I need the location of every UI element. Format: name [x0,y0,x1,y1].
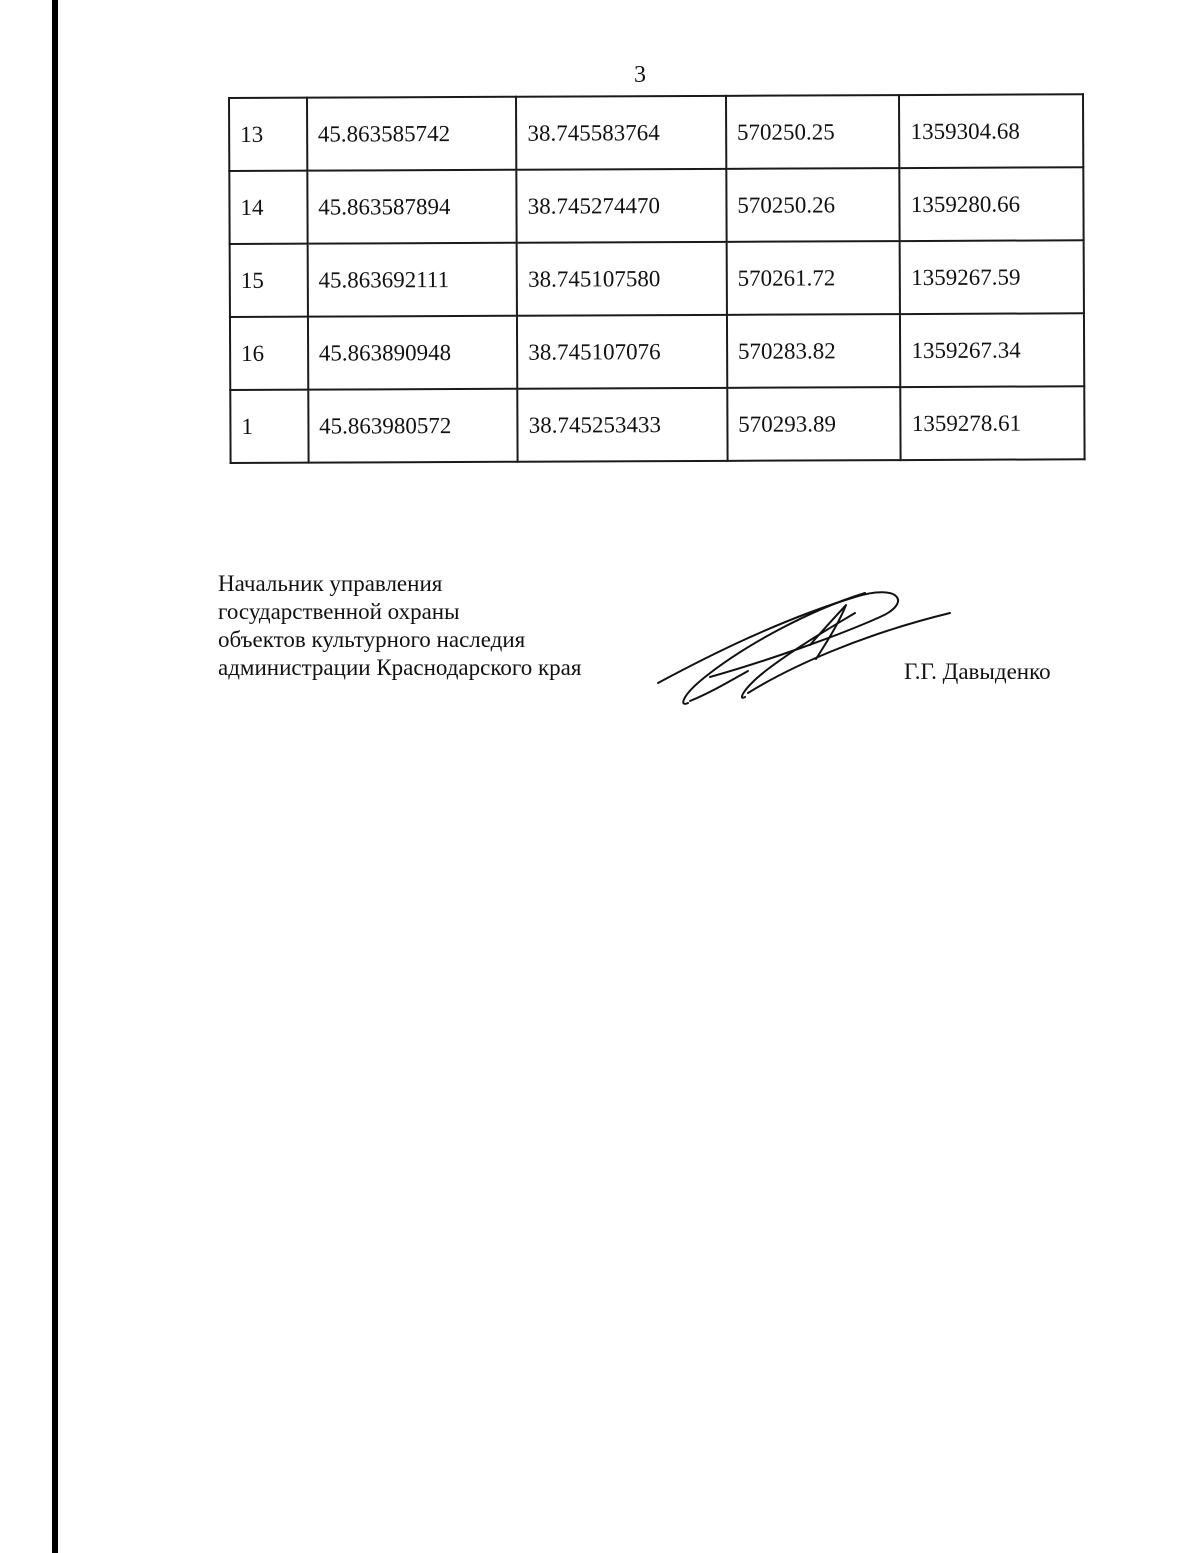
latitude-cell: 45.863692111 [307,243,517,317]
x-coordinate-cell: 570283.82 [727,314,901,388]
handwritten-signature [650,585,960,715]
signer-position [218,570,581,682]
longitude-cell: 38.745274470 [517,169,727,243]
longitude-cell: 38.745107580 [517,242,727,316]
x-coordinate-cell: 570293.89 [727,387,901,461]
table-row [230,240,1084,317]
signer-name: Г.Г. Давыденко [904,659,1051,684]
point-number-cell: 13 [229,98,307,171]
longitude-cell: 38.745107076 [517,315,727,389]
signer-position-line: администрации Краснодарского края [218,655,582,680]
point-number-cell: 14 [229,171,307,244]
latitude-cell: 45.863890948 [308,316,518,390]
signer-position-line: государственной охраны [218,599,460,624]
table-row [229,94,1083,171]
signer-position-line: объектов культурного наследия [218,627,526,652]
x-coordinate-cell: 570250.26 [726,168,900,242]
y-coordinate-cell: 1359304.68 [899,94,1083,168]
y-coordinate-cell: 1359267.34 [900,313,1084,387]
latitude-cell: 45.863587894 [307,170,517,244]
y-coordinate-cell: 1359278.61 [901,386,1085,460]
coordinates-table [228,93,1086,464]
latitude-cell: 45.863980572 [308,389,518,463]
point-number-cell: 1 [230,390,308,463]
x-coordinate-cell: 570261.72 [726,241,900,315]
point-number-cell: 15 [230,244,308,317]
latitude-cell: 45.863585742 [307,97,517,171]
page-number: 3 [634,62,646,88]
signer-position-line: Начальник управления [218,571,443,596]
point-number-cell: 16 [230,317,308,390]
x-coordinate-cell: 570250.25 [726,95,900,169]
longitude-cell: 38.745583764 [516,96,726,170]
table-row [230,386,1084,463]
y-coordinate-cell: 1359280.66 [900,167,1084,241]
scan-edge-line [52,0,58,1553]
y-coordinate-cell: 1359267.59 [900,240,1084,314]
table-row [230,313,1084,390]
table-row [229,167,1083,244]
longitude-cell: 38.745253433 [518,388,728,462]
